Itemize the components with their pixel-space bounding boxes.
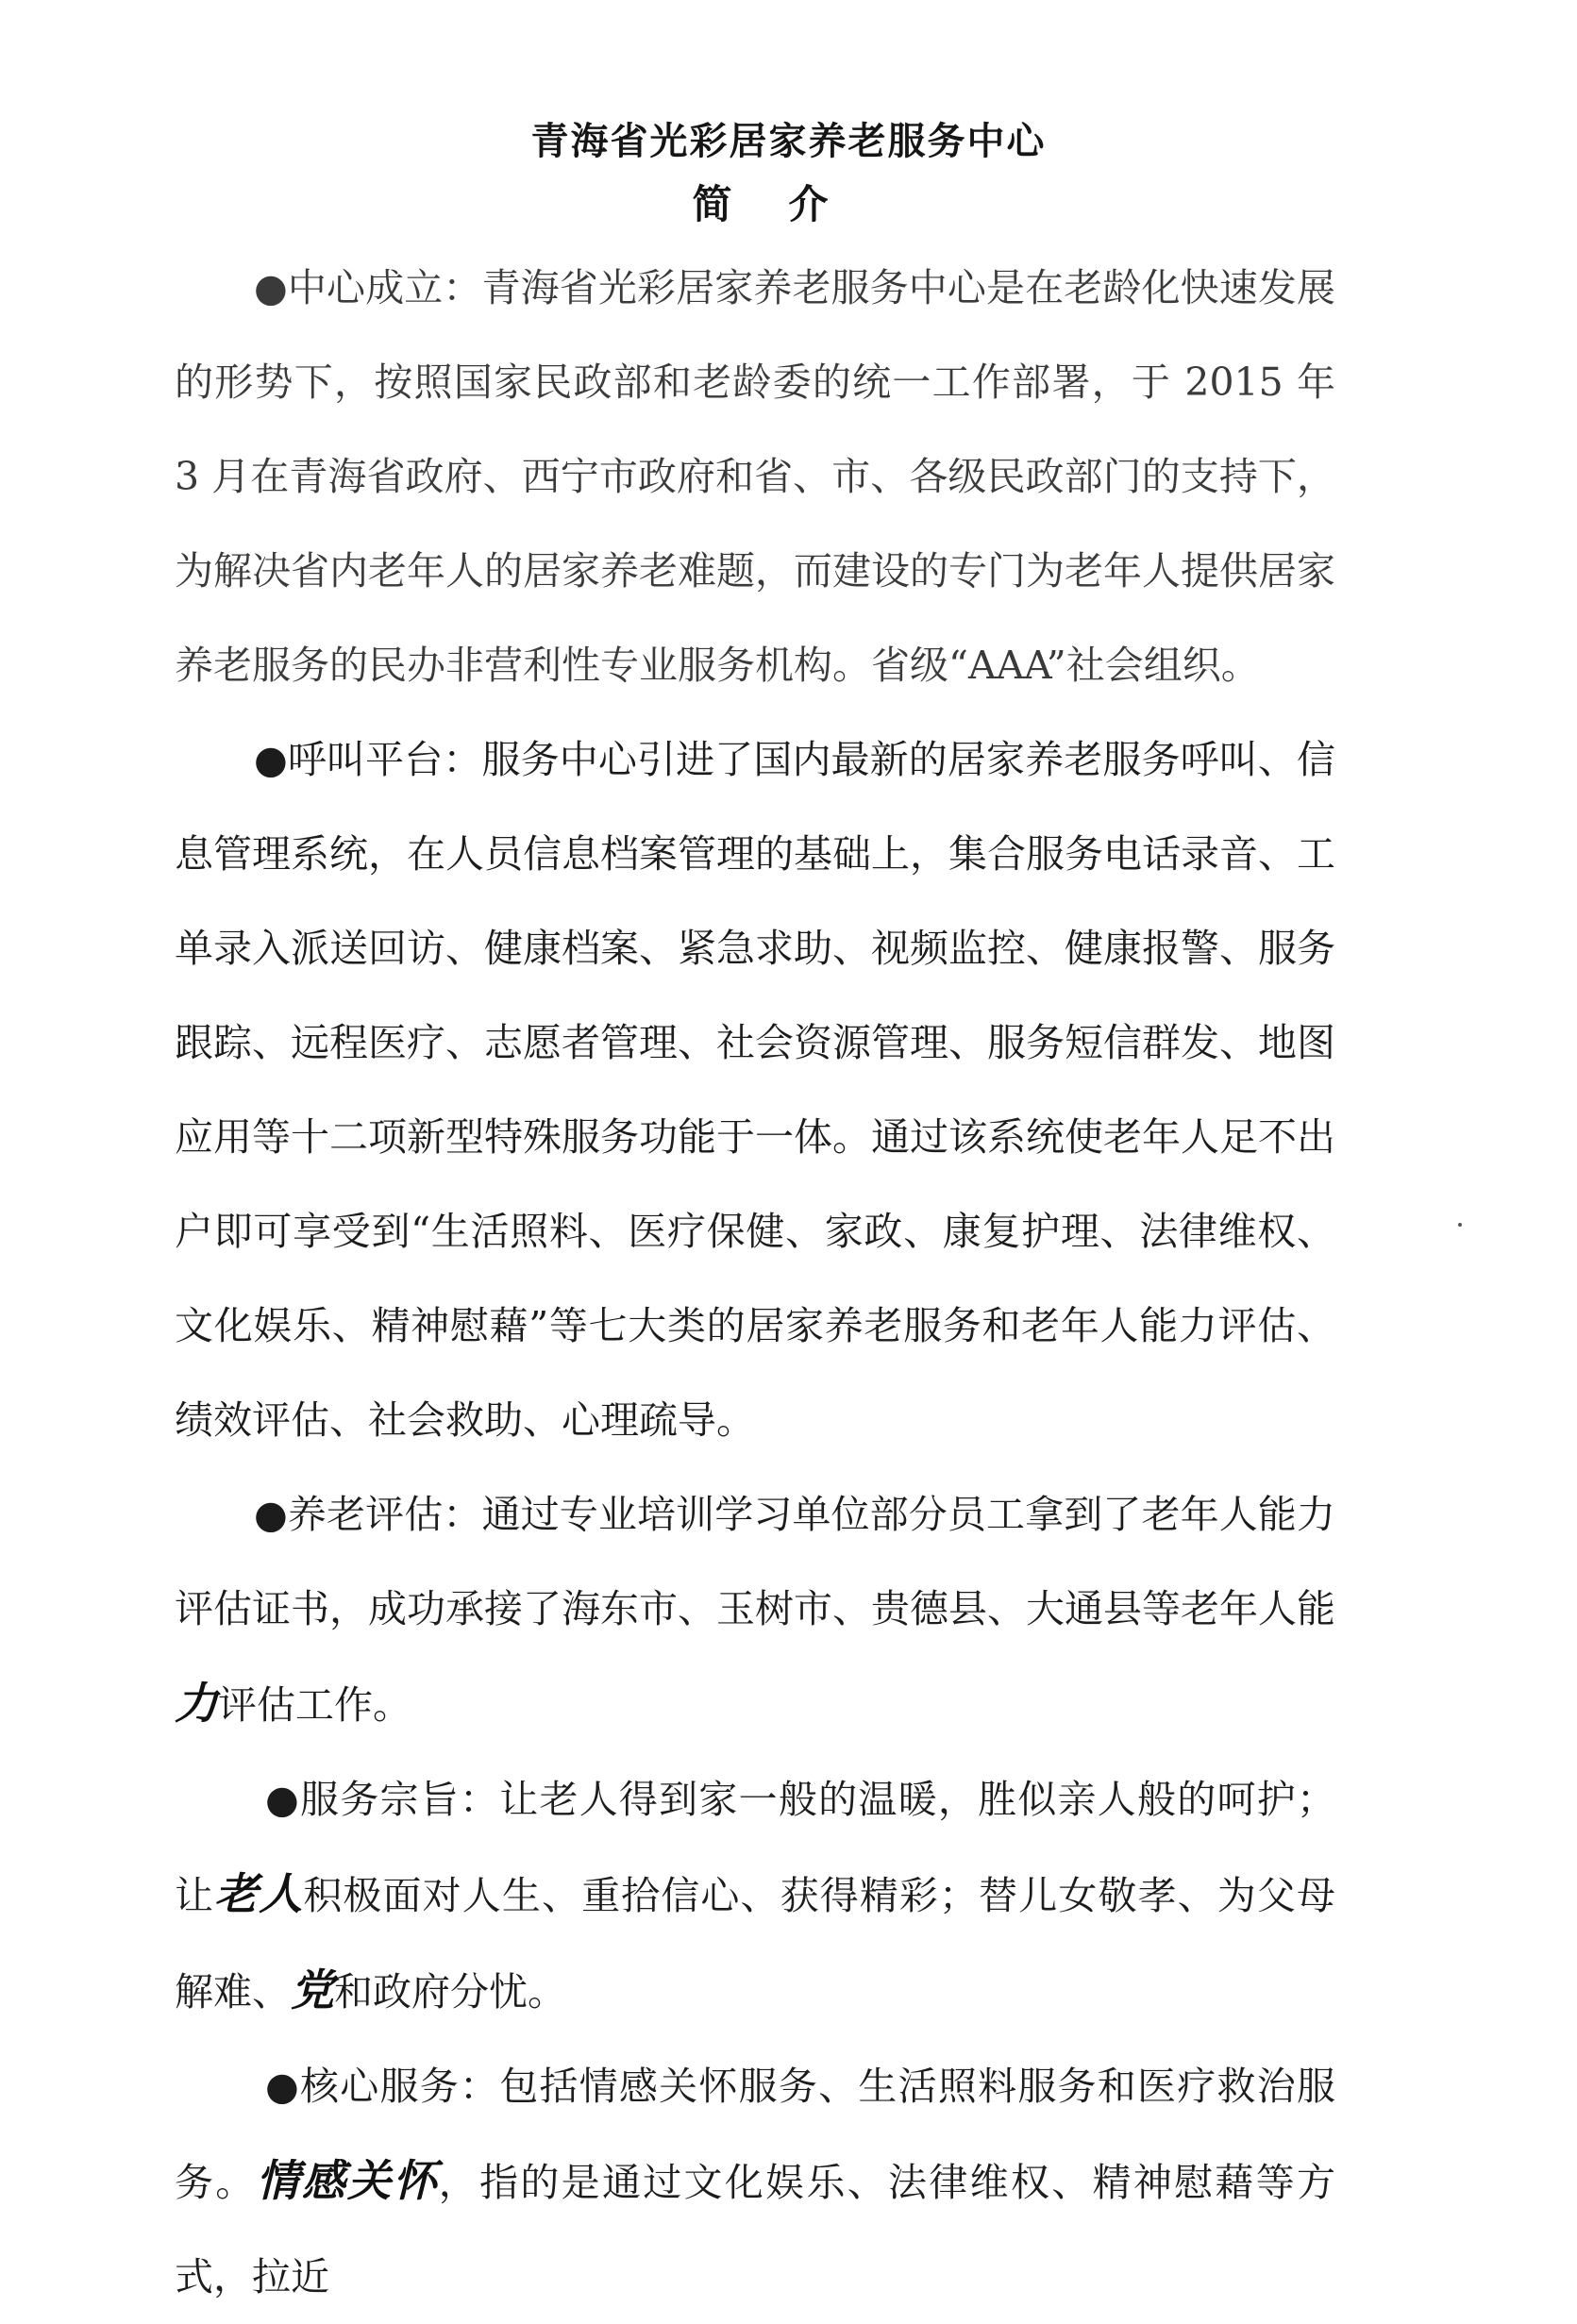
paragraph-text: ，指的是通过文化娱乐、法律维权、精神慰藉等方式，拉近 xyxy=(175,2160,1336,2299)
paragraph-text: ●服务宗旨：让老人得到家一般的温暖，胜似亲人般的呵护；让 xyxy=(175,1777,1335,1918)
document-subtitle: 简介 xyxy=(692,181,885,227)
paragraph-core-services xyxy=(175,2039,1335,2324)
paragraph-text: 评估工作。 xyxy=(218,1682,411,1728)
paragraph-service-purpose xyxy=(175,1752,1335,2039)
paragraph-text: ●养老评估：通过专业培训学习单位部分员工拿到了老年人能力评估证书，成功承接了海东市、玉树市、贵德县、大通县等老年人能 xyxy=(175,1492,1335,1631)
paragraph-center-establishment: ●中心成立：青海省光彩居家养老服务中心是在老龄化快速发展的形势下，按照国家民政部和老龄委的统一工作部署，于 2015 年 3 月在青海省政府、西宁市政府和省、市、各级民政部门的支持下，为解决省内老年人的居家养老难题，而建设的专门为老年人提供居家养老服务的民办非营利性专业服务机构。省级“AAA”社会组织。 xyxy=(175,265,1335,688)
document-title: 青海省光彩居家养老服务中心 xyxy=(530,119,1047,163)
handwritten-text: 党 xyxy=(291,1965,334,2015)
scan-speck xyxy=(1458,1223,1462,1227)
handwritten-text: 老人 xyxy=(214,1868,304,1919)
paragraph-text: ●核心服务：包括情感关怀服务、生活照料服务和医疗救治服务。 xyxy=(175,2064,1335,2205)
handwritten-text: 力 xyxy=(175,1678,218,1729)
paragraph-call-platform: ●呼叫平台：服务中心引进了国内最新的居家养老服务呼叫、信息管理系统，在人员信息档案管理的基础上，集合服务电话录音、工单录入派送回访、健康档案、紧急求助、视频监控、健康报警、服务跟踪、远程医疗、志愿者管理、社会资源管理、服务短信群发、地图应用等十二项新型特殊服务功能于一体。通过该系统使老年人足不出户即可享受到“生活照料、医疗保健、家政、康复护理、法律维权、文化娱乐、精神慰藉”等七大类的居家养老服务和老年人能力评估、绩效评估、社会救助、心理疏导。 xyxy=(175,737,1335,1443)
handwritten-text: 情感关怀 xyxy=(256,2155,439,2206)
paragraph-text: 积极面对人生、重拾信心、获得精彩；替儿女敬孝、为父母解难、 xyxy=(175,1873,1336,2015)
paragraph-elderly-assessment xyxy=(175,1467,1335,1752)
paragraph-text: 和政府分忧。 xyxy=(334,1969,566,2015)
document-body xyxy=(175,241,1335,2324)
